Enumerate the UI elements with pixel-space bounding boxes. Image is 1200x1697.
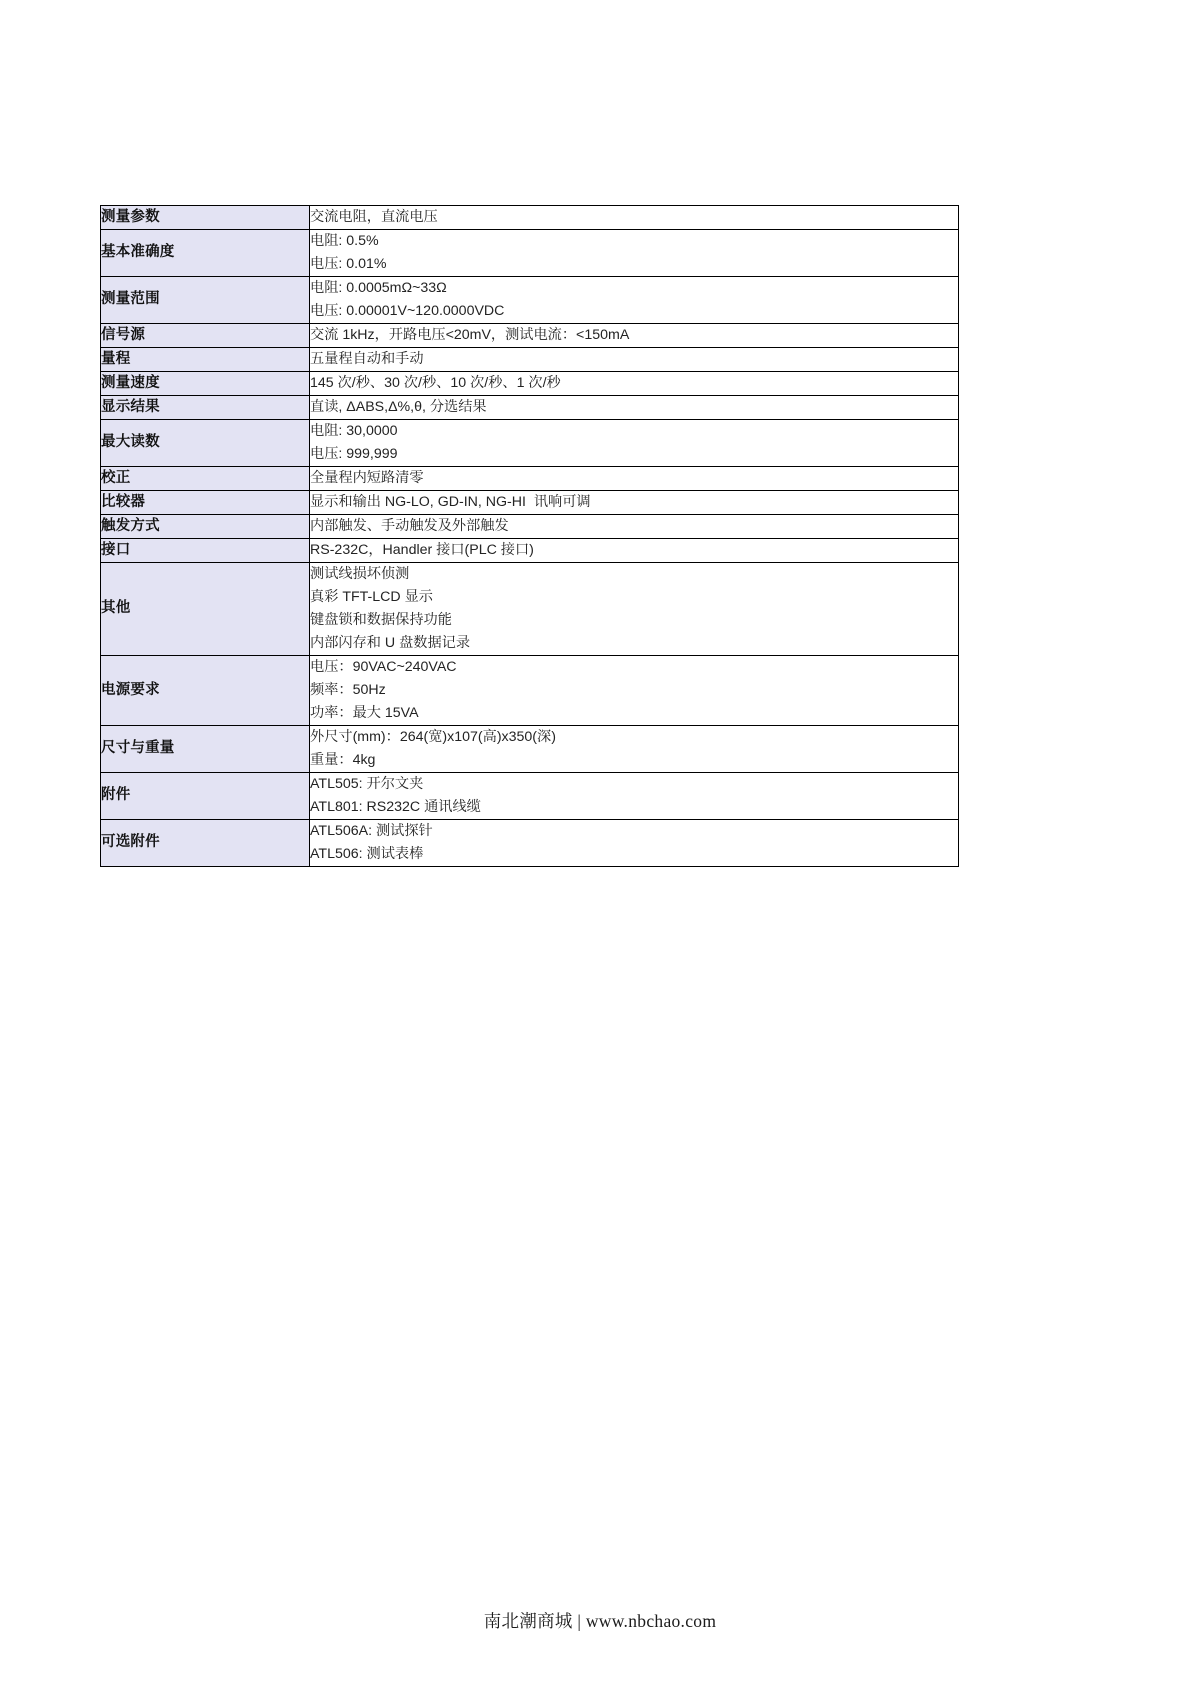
- spec-label-cell: 显示结果: [101, 396, 310, 420]
- spec-label-cell: 基本准确度: [101, 230, 310, 277]
- spec-label-cell: 比较器: [101, 491, 310, 515]
- spec-value-line: 内部闪存和 U 盘数据记录: [310, 635, 471, 651]
- spec-value-line: 电压：90VAC~240VAC: [310, 659, 457, 675]
- spec-label-cell: 量程: [101, 348, 310, 372]
- table-row: [101, 206, 959, 230]
- spec-label-cell: 接口: [101, 539, 310, 563]
- spec-label-cell: 可选附件: [101, 820, 310, 867]
- spec-value-cell: [310, 491, 959, 515]
- specification-table: [100, 205, 959, 867]
- spec-value-cell: [310, 230, 959, 277]
- spec-value-cell: [310, 206, 959, 230]
- spec-value-line: 电压: 0.01%: [310, 256, 387, 272]
- spec-value-cell: [310, 773, 959, 820]
- spec-value-cell: [310, 515, 959, 539]
- table-row: [101, 372, 959, 396]
- spec-value-line: 145 次/秒、30 次/秒、10 次/秒、1 次/秒: [310, 375, 561, 391]
- spec-label-cell: 触发方式: [101, 515, 310, 539]
- spec-label-cell: 电源要求: [101, 656, 310, 726]
- spec-value-line: 五量程自动和手动: [310, 351, 424, 367]
- spec-value-line: 全量程内短路清零: [310, 470, 424, 486]
- spec-value-line: ATL506A: 测试探针: [310, 823, 433, 839]
- table-row: [101, 515, 959, 539]
- spec-label-cell: 最大读数: [101, 420, 310, 467]
- spec-value-line: 真彩 TFT-LCD 显示: [310, 589, 433, 605]
- spec-value-line: ATL801: RS232C 通讯线缆: [310, 799, 481, 815]
- specification-table-body: [101, 206, 959, 867]
- spec-value-line: 频率：50Hz: [310, 682, 386, 698]
- spec-label-cell: 测量速度: [101, 372, 310, 396]
- spec-value-cell: [310, 324, 959, 348]
- table-row: [101, 467, 959, 491]
- spec-value-line: ATL506: 测试表棒: [310, 846, 424, 862]
- table-row: [101, 539, 959, 563]
- spec-value-line: 交流 1kHz，开路电压<20mV，测试电流：<150mA: [310, 327, 630, 343]
- spec-value-line: RS-232C，Handler 接口(PLC 接口): [310, 542, 534, 558]
- spec-value-line: 显示和输出 NG-LO, GD-IN, NG-HI 讯响可调: [310, 494, 591, 510]
- spec-value-cell: [310, 656, 959, 726]
- table-row: [101, 420, 959, 467]
- spec-value-cell: [310, 348, 959, 372]
- spec-value-line: 外尺寸(mm)：264(宽)x107(高)x350(深): [310, 729, 556, 745]
- spec-value-cell: [310, 820, 959, 867]
- table-row: [101, 230, 959, 277]
- table-row: [101, 324, 959, 348]
- spec-label-cell: 校正: [101, 467, 310, 491]
- spec-value-line: ATL505: 开尔文夹: [310, 776, 424, 792]
- table-row: [101, 491, 959, 515]
- table-row: [101, 773, 959, 820]
- spec-value-line: 测试线损坏侦测: [310, 566, 410, 582]
- table-row: [101, 563, 959, 656]
- spec-value-cell: [310, 277, 959, 324]
- spec-label-cell: 测量参数: [101, 206, 310, 230]
- spec-value-line: 电压: 999,999: [310, 446, 398, 462]
- table-row: [101, 396, 959, 420]
- spec-label-cell: 其他: [101, 563, 310, 656]
- spec-label-cell: 信号源: [101, 324, 310, 348]
- spec-value-cell: [310, 396, 959, 420]
- spec-value-line: 键盘锁和数据保持功能: [310, 612, 452, 628]
- page-footer: 南北潮商城 | www.nbchao.com: [483, 1611, 717, 1631]
- spec-value-line: 电压: 0.00001V~120.0000VDC: [310, 303, 505, 319]
- table-row: [101, 726, 959, 773]
- spec-value-line: 功率：最大 15VA: [310, 705, 419, 721]
- spec-value-line: 电阻: 0.5%: [310, 233, 379, 249]
- spec-label-cell: 尺寸与重量: [101, 726, 310, 773]
- table-row: [101, 820, 959, 867]
- spec-value-cell: [310, 726, 959, 773]
- table-row: [101, 277, 959, 324]
- spec-value-cell: [310, 467, 959, 491]
- spec-value-line: 电阻: 0.0005mΩ~33Ω: [310, 280, 447, 296]
- spec-value-line: 交流电阻，直流电压: [310, 209, 438, 225]
- spec-value-cell: [310, 372, 959, 396]
- spec-value-line: 直读, ΔABS,Δ%,θ, 分选结果: [310, 399, 487, 415]
- spec-value-line: 电阻: 30,0000: [310, 423, 398, 439]
- spec-label-cell: 测量范围: [101, 277, 310, 324]
- table-row: [101, 348, 959, 372]
- spec-value-cell: [310, 539, 959, 563]
- spec-value-line: 内部触发、手动触发及外部触发: [310, 518, 509, 534]
- spec-value-cell: [310, 563, 959, 656]
- spec-value-cell: [310, 420, 959, 467]
- table-row: [101, 656, 959, 726]
- spec-label-cell: 附件: [101, 773, 310, 820]
- spec-value-line: 重量：4kg: [310, 752, 376, 768]
